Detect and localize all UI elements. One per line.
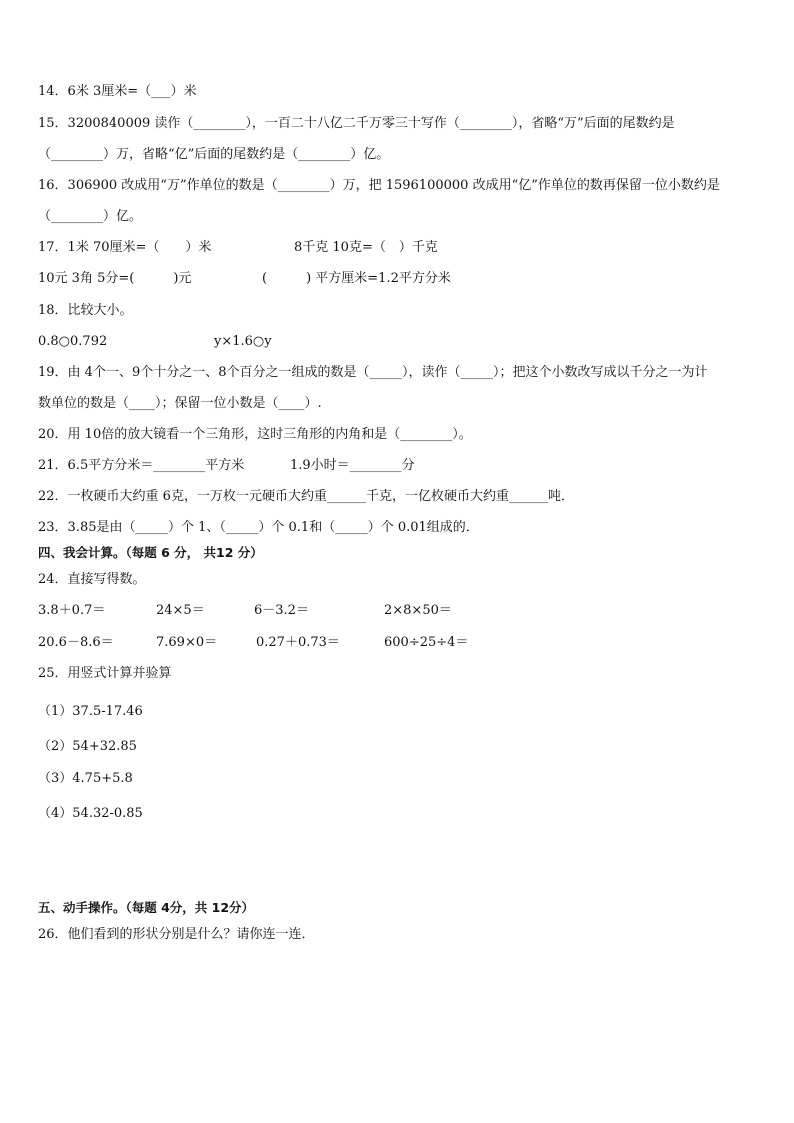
question-21-item-1: 21．6.5平方分米＝________平方米 (38, 458, 245, 473)
question-25-item-2: （2）54+32.85 (38, 739, 137, 754)
calc-item: 2×8×50＝ (384, 603, 452, 618)
question-18-item-2: y×1.6○y (214, 334, 272, 349)
calc-item: 6－3.2＝ (254, 603, 309, 618)
calc-item: 20.6－8.6＝ (38, 635, 114, 650)
question-18: 18．比较大小。 (38, 303, 133, 318)
question-18-item-1: 0.8○0.792 (38, 334, 108, 349)
calc-item: 3.8＋0.7＝ (38, 603, 106, 618)
question-24: 24．直接写得数。 (38, 572, 146, 587)
question-17-item-1: 17．1米 70厘米=（ ）米 (38, 240, 212, 255)
question-20: 20．用 10倍的放大镜看一个三角形，这时三角形的内角和是（________）。 (38, 427, 472, 442)
question-25-item-4: （4）54.32-0.85 (38, 806, 143, 821)
calc-item: 0.27＋0.73＝ (256, 635, 340, 650)
question-17-item-4: ( ) 平方厘米=1.2平方分米 (262, 271, 451, 286)
section-4-heading: 四、我会计算。（每题 6 分， 共12 分） (38, 545, 263, 560)
calc-item: 24×5＝ (156, 603, 205, 618)
question-16-line-1: 16．306900 改成用“万”作单位的数是（________）万，把 1596100000 改成用“亿”作单位的数再保留一位小数约是 (38, 178, 720, 193)
question-23: 23．3.85是由（_____）个 1、（_____）个 0.1和（_____）个 0.01组成的． (38, 520, 479, 535)
question-25-item-3: （3）4.75+5.8 (38, 771, 133, 786)
section-5-heading: 五、动手操作。（每题 4分，共 12分） (38, 900, 255, 915)
question-17-item-3: 10元 3角 5分=( )元 (38, 271, 192, 286)
question-25-item-1: （1）37.5-17.46 (38, 704, 143, 719)
question-26: 26．他们看到的形状分别是什么？请你连一连． (38, 927, 315, 942)
question-15-line-2: （________）万，省略“亿”后面的尾数约是（________）亿。 (38, 147, 390, 162)
calc-item: 7.69×0＝ (156, 635, 218, 650)
question-19-line-2: 数单位的数是（____）；保留一位小数是（____）. (38, 396, 322, 411)
question-17-item-2: 8千克 10克=（ ）千克 (294, 240, 438, 255)
calc-item: 600÷25÷4＝ (384, 635, 469, 650)
question-14: 14．6米 3厘米=（___）米 (38, 84, 197, 99)
question-15-line-1: 15．3200840009 读作（________），一百二十八亿二千万零三十写作（________），省略“万”后面的尾数约是 (38, 116, 675, 131)
question-22: 22．一枚硬币大约重 6克，一万枚一元硬币大约重______千克，一亿枚硬币大约重______吨． (38, 489, 574, 504)
question-19-line-1: 19．由 4个一、9个十分之一、8个百分之一组成的数是（_____），读作（_____）；把这个小数改写成以千分之一为计 (38, 365, 708, 380)
question-21-item-2: 1.9小时＝________分 (290, 458, 415, 473)
question-25: 25．用竖式计算并验算 (38, 666, 172, 681)
question-16-line-2: （________）亿。 (38, 209, 143, 224)
